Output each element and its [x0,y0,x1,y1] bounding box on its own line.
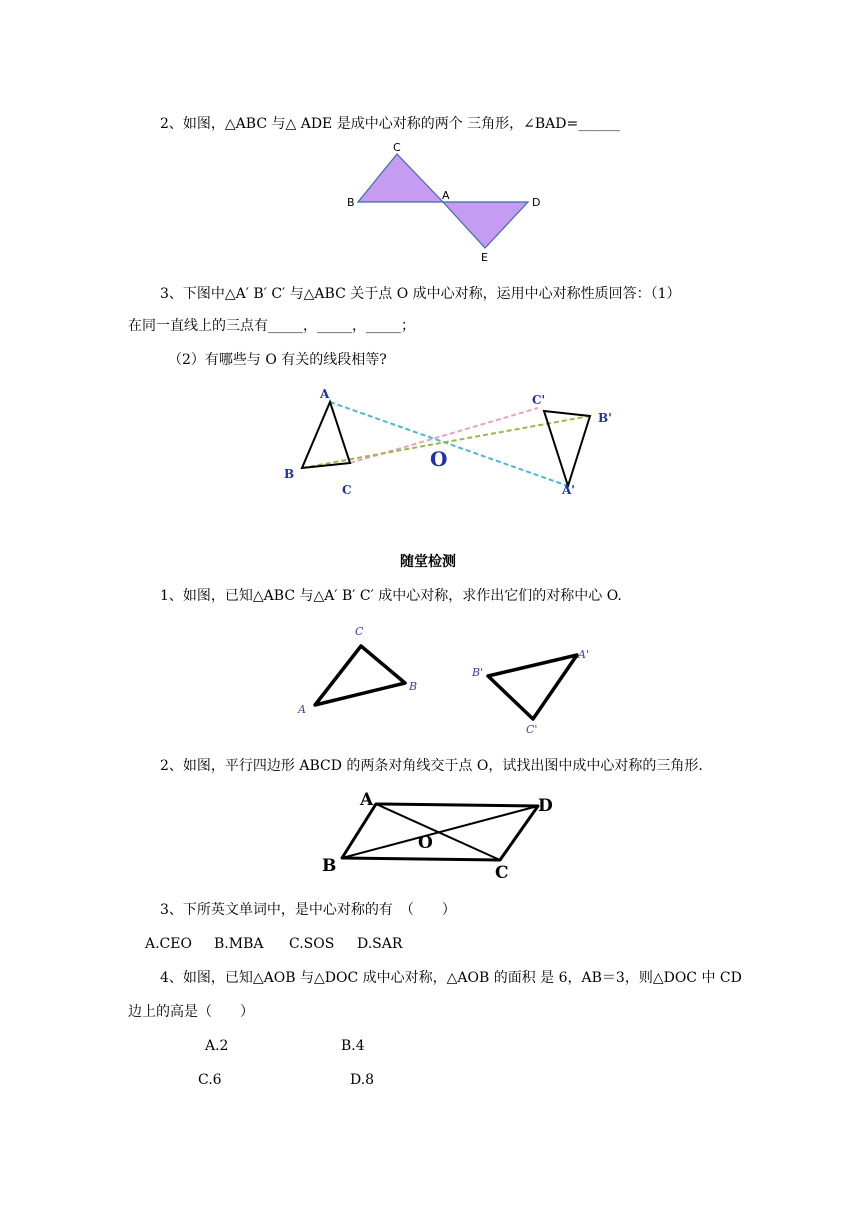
label-a-prime: A' [578,648,589,661]
triangle-a2b2c2 [488,655,577,719]
figure-two-triangles-find-center [295,622,605,737]
figure-symmetric-triangles-o [280,384,620,504]
label-c: C [495,863,509,883]
label-a-prime: A' [562,483,575,497]
triangle-a2b2c2 [544,411,590,486]
q4-option-c: C.6 [198,1072,222,1088]
practice-question-3-line-1: 3、下图中△A′ B′ C′ 与△ABC 关于点 O 成中心对称，运用中心对称性质回答：（1） [160,286,681,302]
practice-question-3-line-2: 在同一直线上的三点有_____，_____，_____； [128,318,415,334]
quiz-question-3: 3、下所英文单词中，是中心对称的有 （ ） [160,902,456,918]
practice-question-3-line-3: （2）有哪些与 O 有关的线段相等? [168,352,387,368]
q3-option-b: B.MBA [214,936,264,952]
label-c: C [355,625,364,638]
label-b: B [284,467,295,481]
label-a: A [320,387,330,401]
q4-option-b: B.4 [341,1038,365,1054]
label-o: O [430,447,448,471]
label-a: A [360,790,374,810]
triangle-abc [358,154,443,202]
practice-question-2: 2、如图，△ABC 与△ ADE 是成中心对称的两个 三角形，∠BAD=______ [160,116,621,132]
section-heading: 随堂检测 [400,554,456,570]
quiz-question-2: 2、如图，平行四边形 ABCD 的两条对角线交于点 O，试找出图中成中心对称的三角形. [160,758,703,774]
label-b: B [347,196,355,209]
label-d: D [538,796,553,816]
quiz-question-4-line-2: 边上的高是（ ） [128,1004,254,1020]
label-a: A [298,703,306,716]
q3-option-a: A.CEO [145,936,192,952]
label-b: B [409,680,418,693]
label-c: C [342,483,352,497]
label-o: O [418,833,433,853]
label-c: C [393,141,401,154]
label-c-prime: C' [532,393,546,407]
label-d: D [532,196,541,209]
label-b-prime: B' [598,411,612,425]
triangle-abc [302,402,350,468]
label-b: B [322,856,337,876]
q4-option-d: D.8 [350,1072,375,1088]
q3-option-d: D.SAR [357,936,403,952]
label-a: A [442,189,450,202]
quiz-question-1: 1、如图，已知△ABC 与△A′ B′ C′ 成中心对称，求作出它们的对称中心 O. [160,588,622,604]
triangle-ade [443,202,528,248]
figure-two-triangles [340,140,550,270]
label-c-prime: C' [526,723,538,736]
figure-parallelogram-abcd [318,786,558,886]
q3-option-c: C.SOS [289,936,335,952]
triangle-abc [315,646,405,705]
label-b-prime: B' [472,666,484,679]
label-e: E [481,251,488,264]
quiz-question-4-line-1: 4、如图，已知△AOB 与△DOC 成中心对称，△AOB 的面积 是 6，AB＝3，则△DOC 中 CD [160,970,742,986]
q4-option-a: A.2 [205,1038,229,1054]
